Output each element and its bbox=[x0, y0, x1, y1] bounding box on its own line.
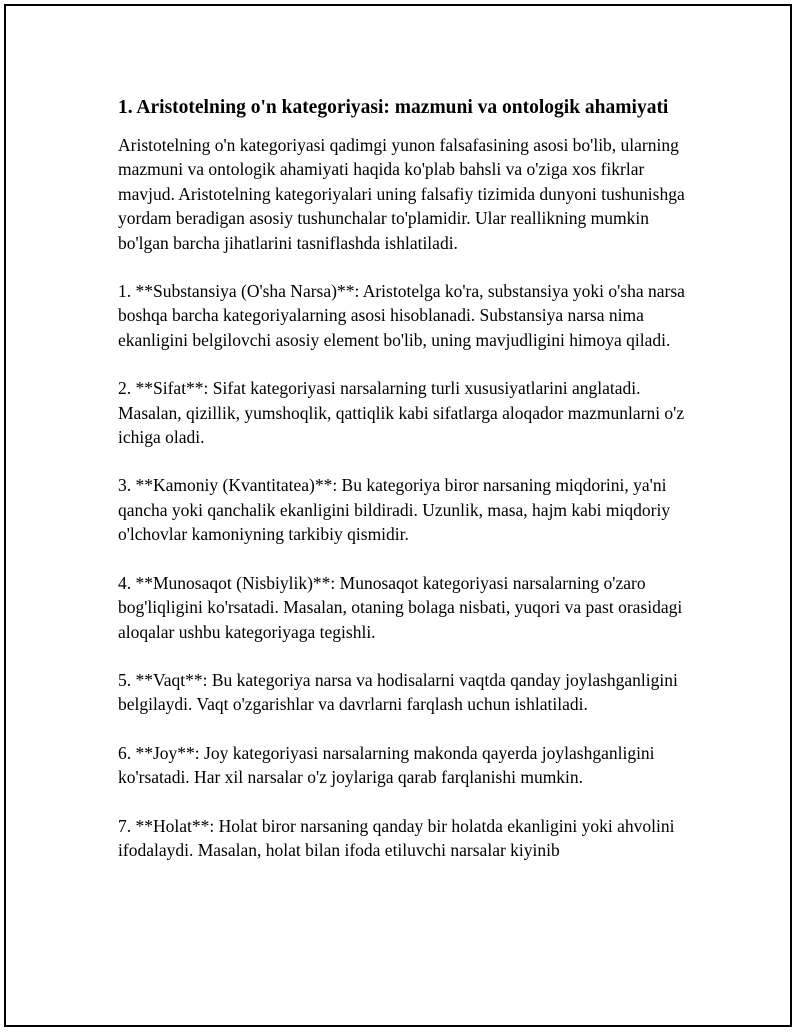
paragraph-holat: 7. **Holat**: Holat biror narsaning qanday bir holatda ekanligini yoki ahvolini ifodalaydi. Masalan, holat bilan ifoda etiluvchi narsalar kiyinib bbox=[118, 815, 675, 860]
paragraph-sifat: 2. **Sifat**: Sifat kategoriyasi narsalarning turli xususiyatlarini anglatadi. Masalan, qizillik, yumshoqlik, qattiqlik kabi sifatlarga aloqador mazmunlarni o'z ichiga oladi. bbox=[118, 378, 685, 448]
section-heading: 1. Aristotelning o'n kategoriyasi: mazmuni va ontologik ahamiyati bbox=[118, 97, 669, 118]
paragraph-kamoniy: 3. **Kamoniy (Kvantitatea)**: Bu kategoriya biror narsaning miqdorini, ya'ni qancha yoki qanchalik ekanligini bildiradi. Uzunlik, masa, hajm kabi miqdoriy o'lchovlar kamoniyning tarkibiy qismidir. bbox=[118, 475, 671, 545]
paragraph-munosaqot: 4. **Munosaqot (Nisbiylik)**: Munosaqot kategoriyasi narsalarning o'zaro bog'liqligini ko'rsatadi. Masalan, otaning bolaga nisbati, yuqori va past orasidagi aloqalar ushbu kategoriyaga tegishli. bbox=[118, 572, 683, 642]
document-body bbox=[118, 94, 698, 886]
paragraph-joy: 6. **Joy**: Joy kategoriyasi narsalarning makonda qayerda joylashganligini ko'rsatadi. Har xil narsalar o'z joylariga qarab farqlanishi mumkin. bbox=[118, 742, 655, 788]
intro-paragraph: Aristotelning o'n kategoriyasi qadimgi yunon falsafasining asosi bo'lib, ularning mazmuni va ontologik ahamiyati haqida ko'plab bahsli va o'ziga xos fikrlar mavjud. Aristotelning kategoriyalari uning falsafiy tizimida dunyoni tushunishga yordam beradigan asosiy tushunchalar to'plamidir. Ular reallikning mumkin bo'lgan barcha jihatlarini tasniflashda ishlatiladi. bbox=[118, 135, 685, 253]
paragraph-vaqt: 5. **Vaqt**: Bu kategoriya narsa va hodisalarni vaqtda qanday joylashganligini belgilaydi. Vaqt o'zgarishlar va davrlarni farqlash uchun ishlatiladi. bbox=[118, 669, 678, 715]
paragraph-substansiya: 1. **Substansiya (O'sha Narsa)**: Aristotelga ko'ra, substansiya yoki o'sha narsa boshqa barcha kategoriyalarning asosi hisoblanadi. Substansiya narsa nima ekanligini belgilovchi asosiy element bo'lib, uning mavjudligini himoya qiladi. bbox=[118, 281, 685, 350]
